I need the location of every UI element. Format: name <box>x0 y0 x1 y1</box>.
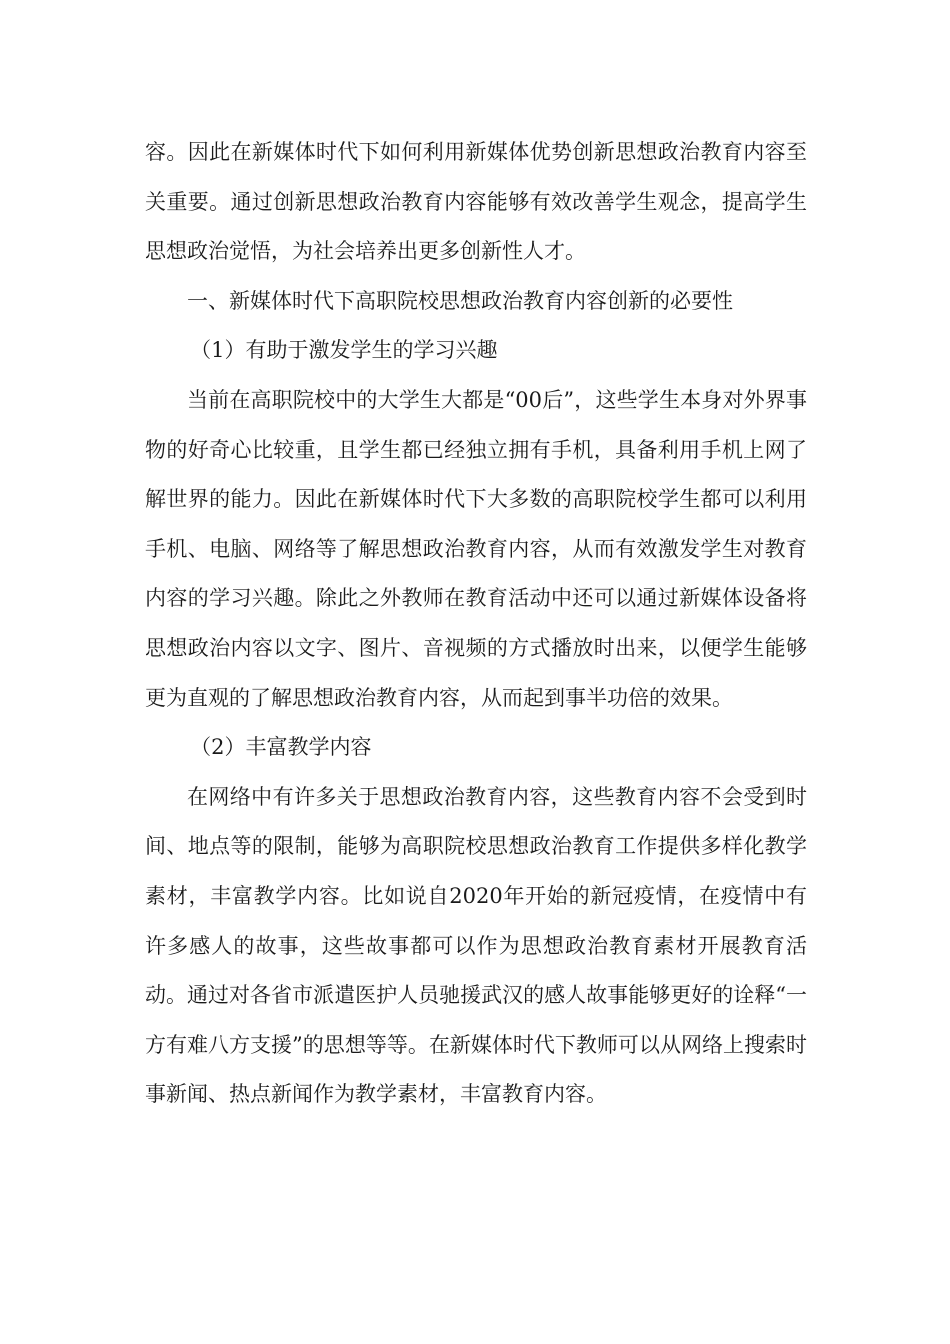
paragraph-learning-interest: 当前在高职院校中的大学生大都是“00后”，这些学生本身对外界事物的好奇心比较重，且学生都已经独立拥有手机，具备利用手机上网了解世界的能力。因此在新媒体时代下大多数的高职院校学生都可以利用手机、电脑、网络等了解思想政治教育内容，从而有效激发学生对教育内容的学习兴趣。除此之外教师在教育活动中还可以通过新媒体设备将思想政治内容以文字、图片、音视频的方式播放时出来，以便学生能够更为直观的了解思想政治教育内容，从而起到事半功倍的效果。 <box>145 387 807 710</box>
section-heading: 一、新媒体时代下高职院校思想政治教育内容创新的必要性 <box>187 288 733 313</box>
paragraph-continuation: 容。因此在新媒体时代下如何利用新媒体优势创新思想政治教育内容至关重要。通过创新思想政治教育内容能够有效改善学生观念，提高学生思想政治觉悟，为社会培养出更多创新性人才。 <box>145 140 807 264</box>
document-body <box>145 128 807 1120</box>
paragraph-teaching-content: 在网络中有许多关于思想政治教育内容，这些教育内容不会受到时间、地点等的限制，能够为高职院校思想政治教育工作提供多样化教学素材，丰富教学内容。比如说自2020年开始的新冠疫情，在疫情中有许多感人的故事，这些故事都可以作为思想政治教育素材开展教育活动。通过对各省市派遣医护人员驰援武汉的感人故事能够更好的诠释“一方有难八方支援”的思想等等。在新媒体时代下教师可以从网络上搜索时事新闻、热点新闻作为教学素材，丰富教育内容。 <box>145 784 807 1107</box>
subsection-heading-2: （2）丰富教学内容 <box>190 735 372 760</box>
subsection-heading-1: （1）有助于激发学生的学习兴趣 <box>190 338 498 363</box>
